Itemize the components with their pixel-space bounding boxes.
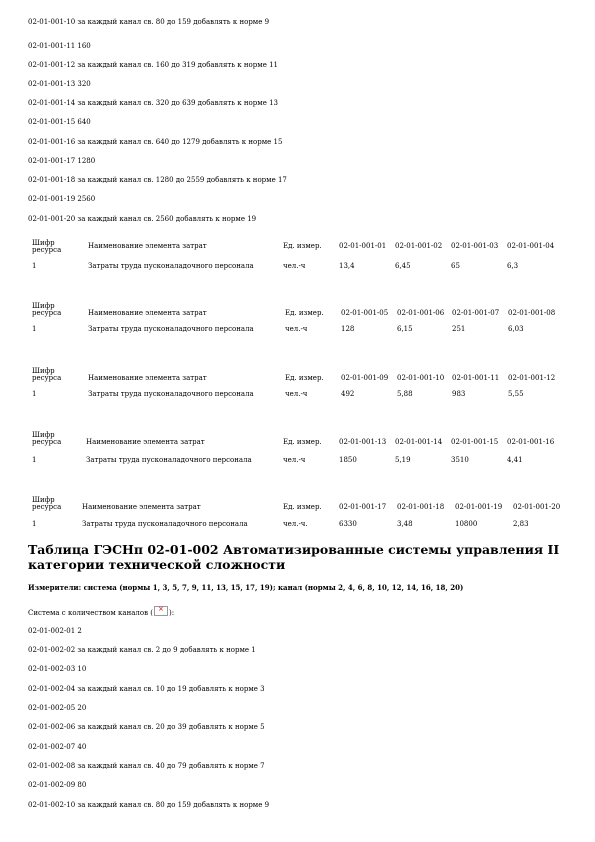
norm-line: 02-01-001-10 за каждый канал св. 80 до 159 добавлять к норме 9 [28, 18, 270, 26]
norm-line: 02-01-002-05 20 [28, 704, 87, 712]
header-col: 02-01-001-15 [451, 438, 499, 446]
row-name: Затраты труда пусконаладочного персонала [82, 520, 248, 528]
header-name: Наименование элемента затрат [88, 242, 207, 250]
row-value: 128 [341, 325, 355, 333]
header-name: Наименование элемента затрат [86, 438, 205, 446]
row-value: 251 [452, 325, 466, 333]
row-value: 6,3 [507, 262, 519, 270]
row-value: 6330 [339, 520, 357, 528]
header-col: 02-01-001-20 [513, 503, 561, 511]
header-unit: Ед. измер. [283, 242, 322, 250]
row-name: Затраты труда пусконаладочного персонала [88, 325, 254, 333]
row-code: 1 [32, 456, 37, 464]
norm-line: 02-01-001-12 за каждый канал св. 160 до 319 добавлять к норме 11 [28, 61, 278, 69]
header-col: 02-01-001-19 [455, 503, 503, 511]
norm-line: 02-01-002-04 за каждый канал св. 10 до 19 добавлять к норме 3 [28, 685, 265, 693]
norm-line: 02-01-001-14 за каждый канал св. 320 до 639 добавлять к норме 13 [28, 99, 278, 107]
header-name: Наименование элемента затрат [88, 374, 207, 382]
header-unit: Ед. измер. [283, 503, 322, 511]
row-name: Затраты труда пусконаладочного персонала [88, 262, 254, 270]
norm-line: 02-01-002-02 за каждый канал св. 2 до 9 добавлять к норме 1 [28, 646, 256, 654]
norm-line: 02-01-002-07 40 [28, 743, 87, 751]
header-col: 02-01-001-04 [507, 242, 555, 250]
norm-line: 02-01-002-03 10 [28, 665, 87, 673]
norm-line: 02-01-001-18 за каждый канал св. 1280 до 2559 добавлять к норме 17 [28, 176, 287, 184]
row-unit: чел.-ч [283, 262, 306, 270]
norm-line: 02-01-001-15 640 [28, 118, 91, 126]
row-value: 2,83 [513, 520, 529, 528]
broken-image-icon [154, 606, 168, 616]
header-col: 02-01-001-02 [395, 242, 443, 250]
header-col: 02-01-001-01 [339, 242, 387, 250]
row-value: 3510 [451, 456, 469, 464]
row-value: 6,03 [508, 325, 524, 333]
header-col: 02-01-001-13 [339, 438, 387, 446]
row-value: 5,88 [397, 390, 413, 398]
row-value: 6,45 [395, 262, 411, 270]
row-unit: чел.-ч [285, 390, 308, 398]
systems-label-text: Система с количеством каналов ( [28, 609, 153, 617]
measures-line: Измерители: система (нормы 1, 3, 5, 7, 9, 11, 13, 15, 17, 19); канал (нормы 2, 4, 6, 8, 10, 12, 14, 16, 18, 20) [28, 583, 464, 592]
row-name: Затраты труда пусконаладочного персонала [88, 390, 254, 398]
row-name: Затраты труда пусконаладочного персонала [86, 456, 252, 464]
row-unit: чел.-ч [283, 456, 306, 464]
header-col: 02-01-001-09 [341, 374, 389, 382]
header-code: Шифр ресурса [32, 302, 62, 317]
norm-line: 02-01-001-19 2560 [28, 195, 96, 203]
row-unit: чел.-ч. [283, 520, 308, 528]
header-unit: Ед. измер. [285, 374, 324, 382]
header-col: 02-01-001-08 [508, 309, 556, 317]
header-code: Шифр ресурса [32, 431, 62, 446]
row-value: 492 [341, 390, 355, 398]
header-name: Наименование элемента затрат [88, 309, 207, 317]
row-code: 1 [32, 325, 37, 333]
header-col: 02-01-001-03 [451, 242, 499, 250]
header-code: Шифр ресурса [32, 496, 62, 511]
header-col: 02-01-001-14 [395, 438, 443, 446]
row-value: 1850 [339, 456, 357, 464]
header-col: 02-01-001-05 [341, 309, 389, 317]
norm-line: 02-01-002-08 за каждый канал св. 40 до 79 добавлять к норме 7 [28, 762, 265, 770]
header-col: 02-01-001-07 [452, 309, 500, 317]
header-col: 02-01-001-16 [507, 438, 555, 446]
norm-line: 02-01-001-16 за каждый канал св. 640 до 1279 добавлять к норме 15 [28, 138, 283, 146]
row-value: 10800 [455, 520, 478, 528]
header-code: Шифр ресурса [32, 367, 62, 382]
header-col: 02-01-001-17 [339, 503, 387, 511]
row-value: 5,19 [395, 456, 411, 464]
header-code: Шифр ресурса [32, 239, 62, 254]
row-value: 13,4 [339, 262, 355, 270]
row-value: 6,15 [397, 325, 413, 333]
norm-line: 02-01-001-11 160 [28, 42, 91, 50]
norm-line: 02-01-001-17 1280 [28, 157, 96, 165]
header-unit: Ед. измер. [283, 438, 322, 446]
header-col: 02-01-001-12 [508, 374, 556, 382]
systems-label [28, 606, 174, 618]
header-col: 02-01-001-06 [397, 309, 445, 317]
row-value: 983 [452, 390, 466, 398]
header-col: 02-01-001-11 [452, 374, 500, 382]
section-title: Таблица ГЭСНп 02-01-002 Автоматизированные системы управления II категории технической сложности [28, 542, 560, 572]
row-code: 1 [32, 262, 37, 270]
header-unit: Ед. измер. [285, 309, 324, 317]
norm-line: 02-01-002-09 80 [28, 781, 87, 789]
norm-line: 02-01-001-20 за каждый канал св. 2560 добавлять к норме 19 [28, 215, 257, 223]
systems-label-suffix: ): [168, 609, 175, 617]
norm-line: 02-01-002-06 за каждый канал св. 20 до 39 добавлять к норме 5 [28, 723, 265, 731]
row-value: 65 [451, 262, 460, 270]
row-value: 5,55 [508, 390, 524, 398]
norm-line: 02-01-002-10 за каждый канал св. 80 до 159 добавлять к норме 9 [28, 801, 270, 809]
row-code: 1 [32, 520, 37, 528]
norm-line: 02-01-001-13 320 [28, 80, 91, 88]
norm-line: 02-01-002-01 2 [28, 627, 82, 635]
row-unit: чел.-ч [285, 325, 308, 333]
row-value: 3,48 [397, 520, 413, 528]
header-col: 02-01-001-10 [397, 374, 445, 382]
header-col: 02-01-001-18 [397, 503, 445, 511]
row-value: 4,41 [507, 456, 523, 464]
row-code: 1 [32, 390, 37, 398]
header-name: Наименование элемента затрат [82, 503, 201, 511]
